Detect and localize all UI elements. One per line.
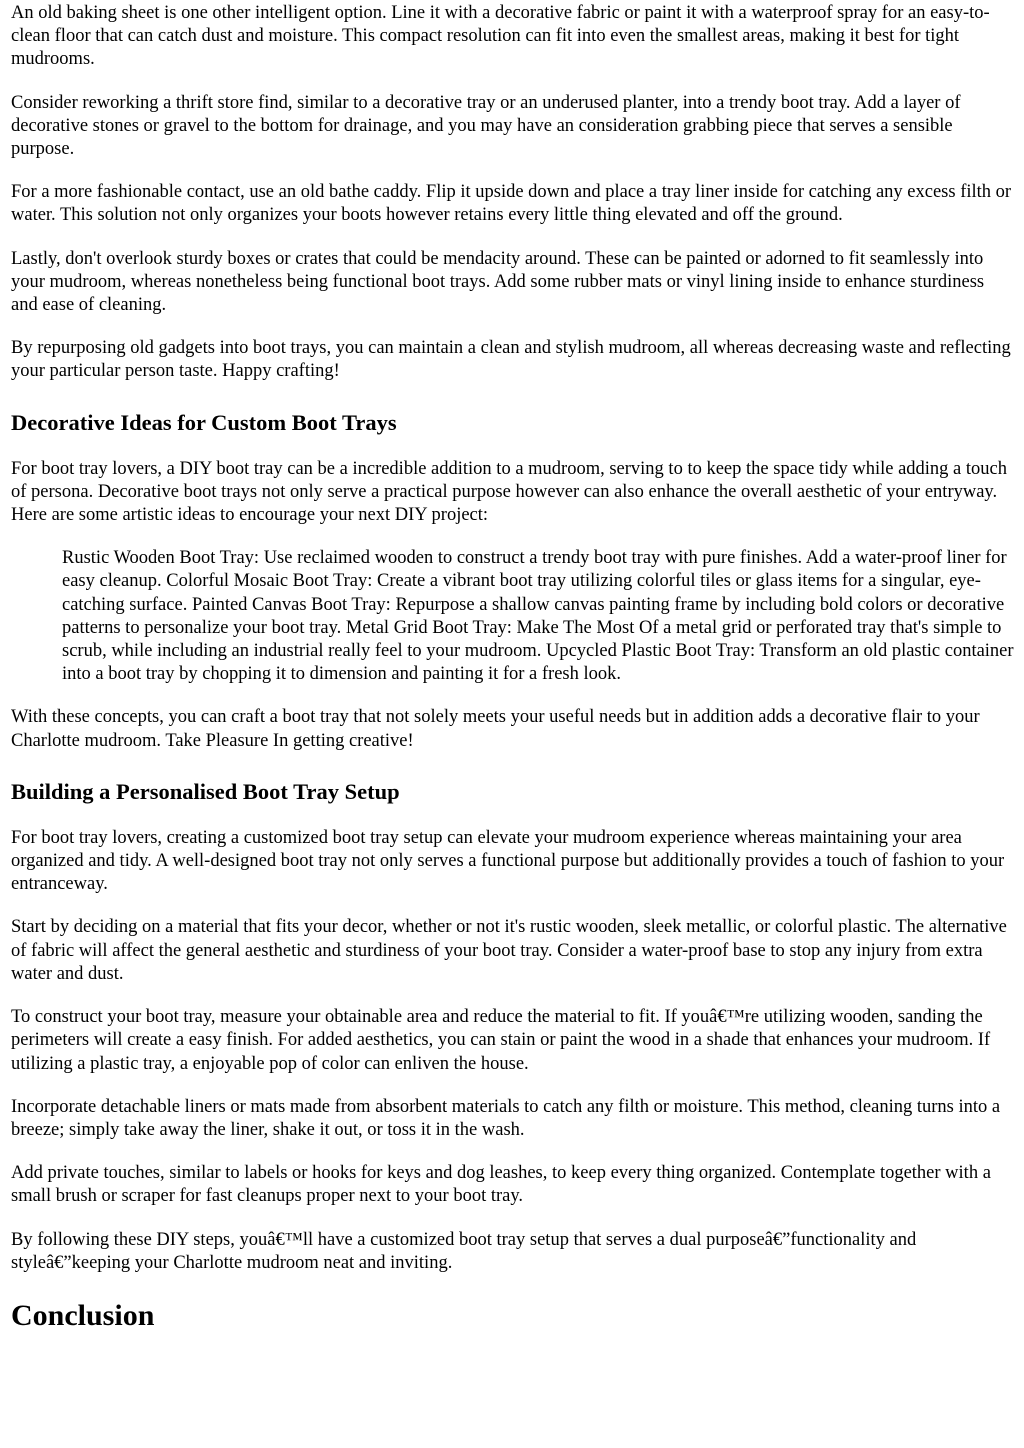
paragraph: To construct your boot tray, measure your obtainable area and reduce the material to fit. If youâ€™re utilizing wooden, sanding the perimeters will create a easy finish. For added aesthetics, you can stain or paint the wood in a shade that enhances your mudroom. If utilizing a plastic tray, a enjoyable pop of color can enliven the house. — [11, 1007, 991, 1074]
paragraph: With these concepts, you can craft a boot tray that not solely meets your useful needs but in addition adds a decorative flair to your Charlotte mudroom. Take Pleasure In getting creative! — [11, 707, 980, 751]
paragraph: Consider reworking a thrift store find, similar to a decorative tray or an underused planter, into a trendy boot tray. Add a layer of decorative stones or gravel to the bottom for drainage, and you may have an consideration grabbing piece that serves a sensible purpose. — [11, 92, 961, 160]
article — [0, 2, 1024, 1333]
paragraph: Start by deciding on a material that fits your decor, whether or not it's rustic wooden, sleek metallic, or colorful plastic. The alternative of fabric will affect the general aesthetic and sturdiness of your boot tray. Consider a water-proof base to stop any injury from extra water and dust. — [11, 917, 1007, 984]
paragraph: Lastly, don't overlook sturdy boxes or crates that could be mendacity around. These can be painted or adorned to fit seamlessly into your mudroom, whereas nonetheless being functional boot trays. Add some rubber mats or vinyl lining inside to enhance sturdiness and ease of cleaning. — [11, 248, 985, 316]
paragraph: For boot tray lovers, a DIY boot tray can be a incredible addition to a mudroom, serving to to keep the space tidy while adding a touch of persona. Decorative boot trays not only serve a practical purpose however can also enhance the overall aesthetic of your entryway. Here are some artistic ideas to encourage your next DIY project: — [11, 458, 1007, 526]
ideas-blockquote — [11, 547, 1015, 686]
ideas-list-text: Rustic Wooden Boot Tray: Use reclaimed wooden to construct a trendy boot tray with pure finishes. Add a water-proof liner for easy cleanup. Colorful Mosaic Boot Tray: Create a vibrant boot tray utilizing colorful tiles or glass items for a singular, eye-catching surface. Painted Canvas Boot Tray: Repurpose a shallow canvas painting frame by including bold colors or decorative patterns to personalize your boot tray. Metal Grid Boot Tray: Make The Most Of a metal grid or perforated tray that's simple to scrub, while including an industrial really feel to your mudroom. Upcycled Plastic Boot Tray: Transform an old plastic container into a boot tray by chopping it to dimension and painting it for a fresh look. — [62, 548, 1014, 685]
section-heading: Building a Personalised Boot Tray Setup — [11, 778, 400, 804]
paragraph: By following these DIY steps, youâ€™ll have a customized boot tray setup that serves a dual purposeâ€”functionality and styleâ€”keeping your Charlotte mudroom neat and inviting. — [11, 1229, 917, 1273]
paragraph: Add private touches, similar to labels or hooks for keys and dog leashes, to keep every thing organized. Contemplate together with a small brush or scraper for fast cleanups proper next to your boot tray. — [11, 1163, 991, 1207]
paragraph: Incorporate detachable liners or mats made from absorbent materials to catch any filth or moisture. This method, cleaning turns into a breeze; simply take away the liner, shake it out, or toss it in the wash. — [11, 1096, 1001, 1140]
conclusion-heading: Conclusion — [11, 1298, 155, 1332]
paragraph: For boot tray lovers, creating a customized boot tray setup can elevate your mudroom experience whereas maintaining your area organized and tidy. A well-designed boot tray not only serves a functional purpose but additionally provides a touch of fashion to your entranceway. — [11, 827, 1005, 895]
paragraph: For a more fashionable contact, use an old bathe caddy. Flip it upside down and place a tray liner inside for catching any excess filth or water. This solution not only organizes your boots however retains every little thing elevated and off the ground. — [11, 182, 1012, 226]
section-heading: Decorative Ideas for Custom Boot Trays — [11, 409, 397, 435]
paragraph: An old baking sheet is one other intelligent option. Line it with a decorative fabric or paint it with a waterproof spray for an easy-to-clean floor that can catch dust and moisture. This compact resolution can fit into even the smallest areas, making it best for tight mudrooms. — [11, 3, 990, 70]
paragraph: By repurposing old gadgets into boot trays, you can maintain a clean and stylish mudroom, all whereas decreasing waste and reflecting your particular person taste. Happy crafting! — [11, 338, 1011, 382]
